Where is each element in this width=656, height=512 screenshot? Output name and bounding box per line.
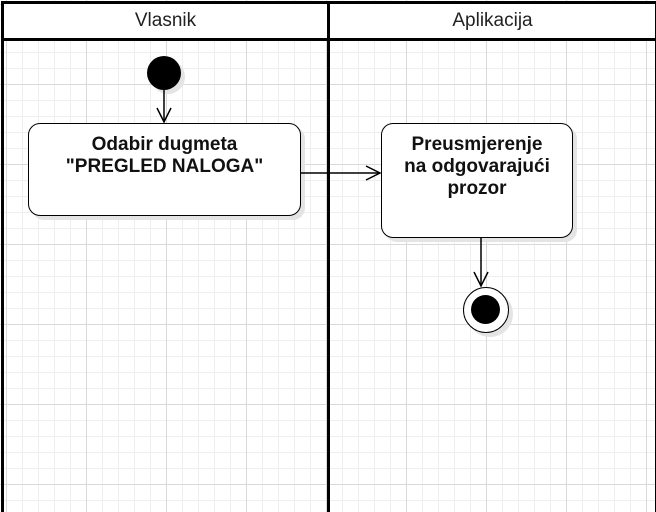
final-node[interactable] [463,287,509,333]
activity-redirect[interactable]: Preusmjerenje na odgovarajući prozor [381,123,573,238]
final-node-core [471,295,500,324]
swimlane-aplikacija [327,1,656,512]
swimlane-header-aplikacija: Aplikacija [330,4,655,41]
swimlane-header-vlasnik: Vlasnik [4,4,327,41]
initial-node[interactable] [147,56,181,90]
activity-select-button[interactable]: Odabir dugmeta "PREGLED NALOGA" [28,123,301,216]
